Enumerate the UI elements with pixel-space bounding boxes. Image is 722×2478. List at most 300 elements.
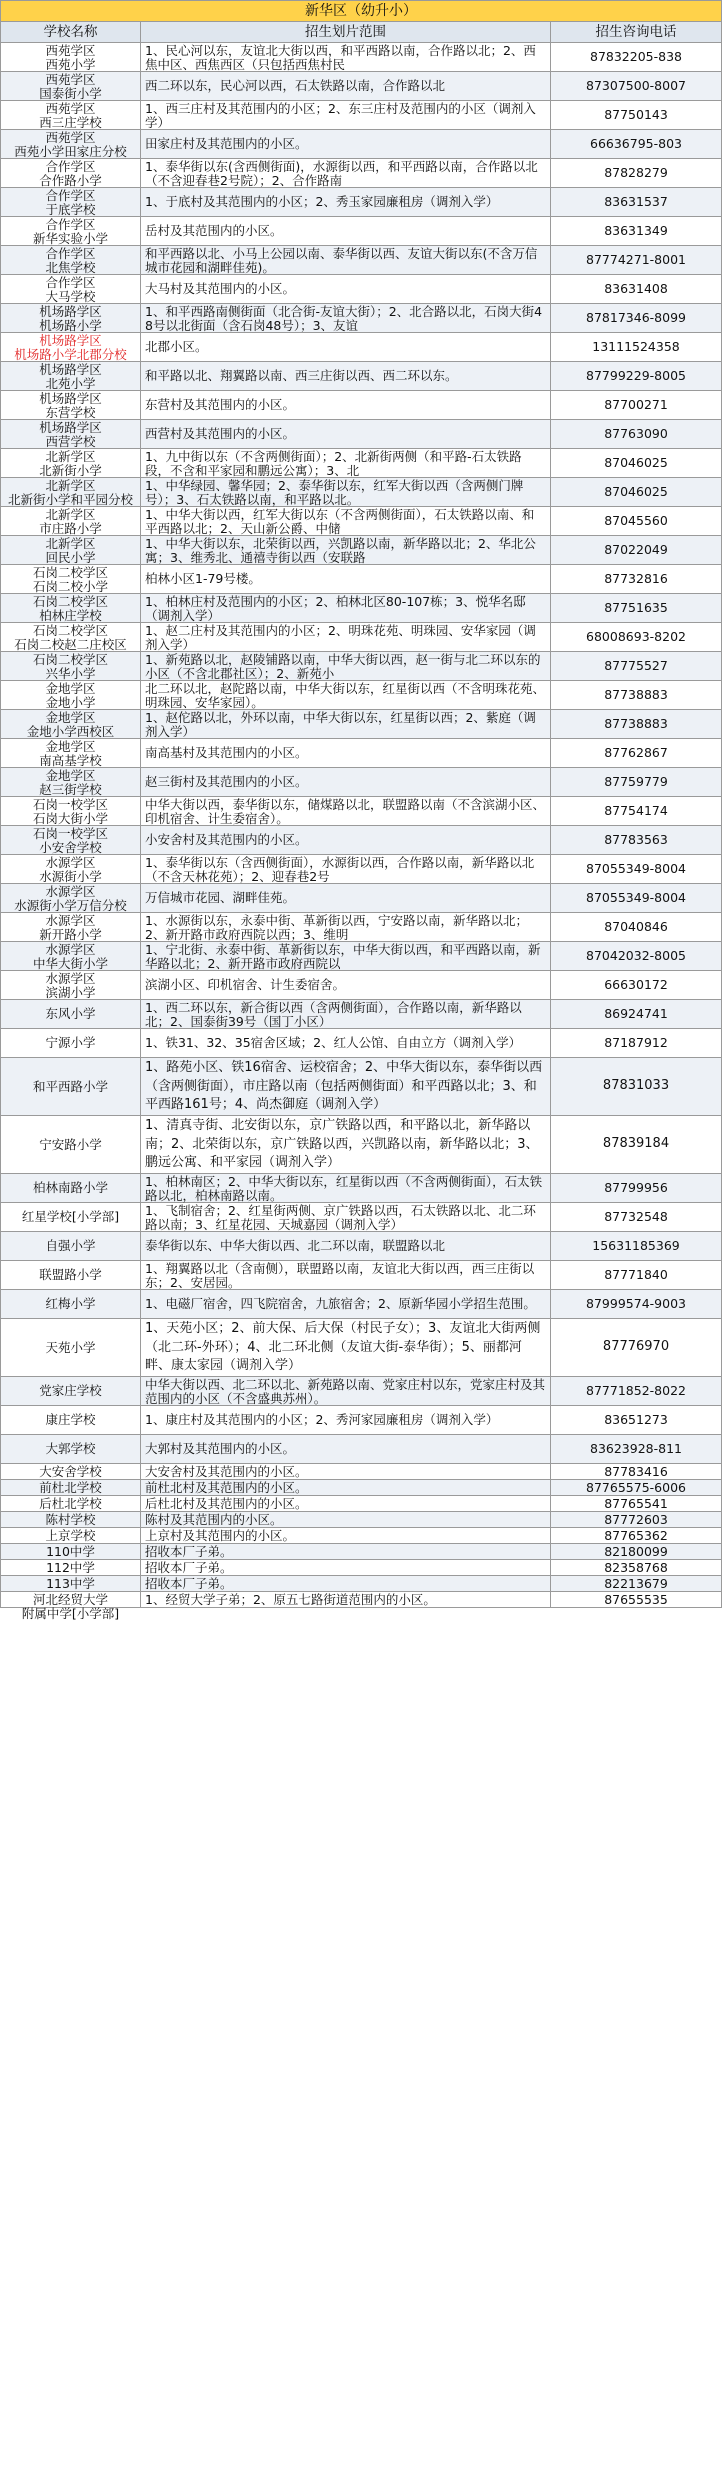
enrollment-area-cell <box>141 217 551 246</box>
school-name-cell <box>1 652 141 681</box>
phone-cell <box>551 507 722 536</box>
enrollment-area-cell <box>141 1377 551 1406</box>
enrollment-area-cell <box>141 1512 551 1528</box>
phone-cell <box>551 159 722 188</box>
phone-cell-text: 83631537 <box>604 194 668 210</box>
phone-cell-text: 83631349 <box>604 223 668 239</box>
enrollment-area-cell-text: 1、赵二庄村及其范围内的小区；2、明珠花苑、明珠园、安华家园（调剂入学） <box>145 623 536 652</box>
enrollment-area-cell-text: 1、铁31、32、35宿舍区域；2、红人公馆、自由立方（调剂入学） <box>145 1035 522 1051</box>
phone-cell <box>551 884 722 913</box>
phone-cell <box>551 913 722 942</box>
enrollment-area-cell <box>141 333 551 362</box>
enrollment-area-cell-text: 前杜北村及其范围内的小区。 <box>145 1479 308 1495</box>
school-name-cell-text: 后杜北学校 <box>39 1495 102 1511</box>
school-name-cell-text: 金地学区 金地小学西校区 <box>26 710 115 739</box>
phone-cell-text: 83631408 <box>604 281 668 297</box>
phone-cell-text: 87774271-8001 <box>586 252 686 268</box>
enrollment-area-cell-text: 西二环以东，民心河以西，石太铁路以南，合作路以北 <box>145 78 446 94</box>
table-row <box>1 1512 722 1528</box>
enrollment-area-cell-text: 1、西三庄村及其范围内的小区；2、东三庄村及范围内的小区（调剂入学） <box>145 101 536 130</box>
table-row <box>1 1290 722 1319</box>
phone-cell-text: 87042032-8005 <box>586 948 686 964</box>
phone-cell-text: 87754174 <box>604 803 668 819</box>
school-name-cell-text: 合作学区 大马学校 <box>45 275 96 304</box>
enrollment-area-cell <box>141 1058 551 1116</box>
school-name-cell-text: 合作学区 于底学校 <box>45 188 96 217</box>
enrollment-area-cell <box>141 971 551 1000</box>
phone-cell <box>551 1576 722 1592</box>
phone-cell <box>551 1377 722 1406</box>
table-row <box>1 275 722 304</box>
enrollment-area-cell-text: 招收本厂子弟。 <box>145 1575 233 1591</box>
school-name-cell <box>1 188 141 217</box>
enrollment-area-cell <box>141 246 551 275</box>
phone-cell-text: 15631185369 <box>592 1238 680 1254</box>
enrollment-area-cell <box>141 1406 551 1435</box>
phone-cell <box>551 565 722 594</box>
phone-cell <box>551 1058 722 1116</box>
phone-cell-text: 87831033 <box>602 1078 670 1094</box>
enrollment-area-cell-text: 1、中华大街以东，北荣街以西，兴凯路以南，新华路以北；2、华北公寓；3、维秀北、通禧寺街以西（安联路 <box>145 536 536 565</box>
phone-cell <box>551 826 722 855</box>
phone-cell-text: 87999574-9003 <box>586 1296 686 1312</box>
table-row <box>1 1576 722 1592</box>
school-name-cell-text: 天苑小学 <box>45 1339 96 1355</box>
enrollment-area-cell <box>141 1528 551 1544</box>
phone-cell-text: 87055349-8004 <box>586 890 686 906</box>
enrollment-area-cell-text: 上京村及其范围内的小区。 <box>145 1527 296 1543</box>
school-name-cell-text: 机场路学区 机场路小学北郡分校 <box>14 333 127 362</box>
enrollment-area-cell-text: 岳村及其范围内的小区。 <box>145 223 283 239</box>
school-name-cell <box>1 1480 141 1496</box>
phone-cell <box>551 1544 722 1560</box>
enrollment-area-cell-text: 1、宁北街、永泰中街、革新街以东，中华大街以西，和平西路以南，新华路以北；2、新开路市政府西院以 <box>145 942 541 971</box>
school-name-cell-text: 112中学 <box>46 1559 95 1575</box>
phone-cell-text: 87738883 <box>604 716 668 732</box>
school-name-cell <box>1 1576 141 1592</box>
school-name-cell <box>1 130 141 159</box>
phone-cell <box>551 188 722 217</box>
enrollment-area-cell <box>141 1560 551 1576</box>
school-name-cell <box>1 1058 141 1116</box>
table-row <box>1 188 722 217</box>
enrollment-area-cell <box>141 362 551 391</box>
enrollment-area-cell <box>141 1174 551 1203</box>
enrollment-area-cell-text: 1、中华大街以西，红军大街以东（不含两侧街面），石太铁路以南、和平西路以北；2、天山新公爵、中储 <box>145 507 535 536</box>
phone-cell-text: 87307500-8007 <box>586 78 686 94</box>
school-name-cell-text: 合作学区 合作路小学 <box>39 159 102 188</box>
phone-cell-text: 87817346-8099 <box>586 310 686 326</box>
table-row <box>1 1319 722 1377</box>
phone-cell <box>551 1512 722 1528</box>
phone-cell-text: 87763090 <box>604 426 668 442</box>
school-name-cell <box>1 1000 141 1029</box>
phone-cell-text: 87771852-8022 <box>586 1383 686 1399</box>
phone-cell-text: 66636795-803 <box>590 136 682 152</box>
school-name-cell-text: 西苑学区 西三庄学校 <box>39 101 102 130</box>
school-name-cell-text: 石岗二校学区 兴华小学 <box>32 652 108 681</box>
school-name-cell-text: 西苑学区 西苑小学 <box>45 43 96 72</box>
school-name-cell-text: 水源学区 滨湖小学 <box>45 971 96 1000</box>
school-name-cell-text: 西苑学区 西苑小学田家庄分校 <box>14 130 127 159</box>
school-name-cell-text: 机场路学区 西营学校 <box>39 420 102 449</box>
school-name-cell-text: 水源学区 水源街小学万信分校 <box>14 884 127 913</box>
school-name-cell-text: 水源学区 水源街小学 <box>39 855 102 884</box>
phone-cell <box>551 710 722 739</box>
school-name-cell-text: 110中学 <box>46 1543 95 1559</box>
school-name-cell-text: 北新学区 市庄路小学 <box>39 507 102 536</box>
school-name-cell <box>1 1116 141 1174</box>
school-name-cell <box>1 1377 141 1406</box>
school-name-cell <box>1 449 141 478</box>
school-name-cell-text: 石岗二校学区 柏林庄学校 <box>32 594 108 623</box>
school-name-cell <box>1 710 141 739</box>
phone-cell <box>551 246 722 275</box>
school-name-cell <box>1 623 141 652</box>
phone-cell-text: 87832205-838 <box>590 49 682 65</box>
phone-cell-text: 66630172 <box>604 977 668 993</box>
enrollment-area-cell <box>141 1592 551 1608</box>
phone-cell-text: 87046025 <box>604 484 668 500</box>
school-name-cell <box>1 681 141 710</box>
enrollment-area-cell-text: 大马村及其范围内的小区。 <box>145 281 296 297</box>
enrollment-area-cell-text: 1、经贸大学子弟；2、原五七路街道范围内的小区。 <box>145 1591 436 1607</box>
enrollment-area-cell <box>141 884 551 913</box>
school-name-cell <box>1 275 141 304</box>
enrollment-area-cell <box>141 275 551 304</box>
phone-cell-text: 87732548 <box>604 1209 668 1225</box>
school-name-cell <box>1 1435 141 1464</box>
school-name-cell-text: 石岗二校学区 石岗二校小学 <box>32 565 108 594</box>
enrollment-area-cell <box>141 1290 551 1319</box>
table-row <box>1 43 722 72</box>
school-name-cell <box>1 1496 141 1512</box>
phone-cell <box>551 739 722 768</box>
table-row <box>1 391 722 420</box>
school-name-cell <box>1 536 141 565</box>
enrollment-area-cell <box>141 594 551 623</box>
phone-cell <box>551 1174 722 1203</box>
school-name-cell-text: 西苑学区 国泰街小学 <box>39 72 102 101</box>
table-row <box>1 101 722 130</box>
phone-cell <box>551 855 722 884</box>
table-row <box>1 826 722 855</box>
school-name-cell-text: 水源学区 新开路小学 <box>39 913 102 942</box>
enrollment-area-cell-text: 1、于底村及其范围内的小区；2、秀玉家园廉租房（调剂入学） <box>145 194 499 210</box>
enrollment-area-cell <box>141 739 551 768</box>
phone-cell-text: 87187912 <box>604 1035 668 1051</box>
enrollment-area-cell <box>141 623 551 652</box>
table-row <box>1 681 722 710</box>
school-name-cell-text: 和平西路小学 <box>32 1078 108 1094</box>
phone-cell-text: 87022049 <box>604 542 668 558</box>
phone-cell-text: 87040846 <box>604 919 668 935</box>
phone-cell-text: 87751635 <box>604 600 668 616</box>
enrollment-area-cell-text: 万信城市花园、湖畔佳苑。 <box>145 890 296 906</box>
phone-cell <box>551 1435 722 1464</box>
school-name-cell <box>1 1203 141 1232</box>
table-row <box>1 1261 722 1290</box>
table-row <box>1 217 722 246</box>
enrollment-area-cell <box>141 652 551 681</box>
school-name-cell <box>1 1261 141 1290</box>
enrollment-area-cell-text: 1、清真寺街、北安街以东，京广铁路以西，和平路以北，新华路以南；2、北荣街以东，京广铁路以西，兴凯路以南，新华路以北；3、鹏远公寓、和平家园（调剂入学） <box>145 1118 539 1170</box>
phone-cell <box>551 72 722 101</box>
school-name-cell <box>1 1029 141 1058</box>
enrollment-area-cell-text: 滨湖小区、印机宿舍、计生委宿舍。 <box>145 977 346 993</box>
school-name-cell <box>1 333 141 362</box>
table-row <box>1 1544 722 1560</box>
table-caption-row <box>1 1 722 22</box>
enrollment-area-cell <box>141 1464 551 1480</box>
phone-cell-text: 87775527 <box>604 658 668 674</box>
table-row <box>1 333 722 362</box>
phone-cell <box>551 1290 722 1319</box>
table-header-row <box>1 22 722 43</box>
phone-cell-text: 87828279 <box>604 165 668 181</box>
phone-cell <box>551 1029 722 1058</box>
school-name-cell <box>1 101 141 130</box>
table-row <box>1 652 722 681</box>
table-row <box>1 246 722 275</box>
phone-cell-text: 83623928-811 <box>590 1441 682 1457</box>
phone-cell <box>551 1232 722 1261</box>
enrollment-area-cell <box>141 478 551 507</box>
table-row <box>1 1377 722 1406</box>
enrollment-area-cell <box>141 797 551 826</box>
table-row <box>1 797 722 826</box>
enrollment-area-cell-text: 1、康庄村及其范围内的小区；2、秀河家园廉租房（调剂入学） <box>145 1412 499 1428</box>
school-name-cell <box>1 1406 141 1435</box>
enrollment-area-cell <box>141 1029 551 1058</box>
table-row <box>1 884 722 913</box>
school-name-cell-text: 前杜北学校 <box>39 1479 102 1495</box>
enrollment-area-cell-text: 后杜北村及其范围内的小区。 <box>145 1495 308 1511</box>
enrollment-area-cell <box>141 159 551 188</box>
enrollment-area-cell-text: 中华大街以西、北二环以北、新苑路以南、党家庄村以东，党家庄村及其范围内的小区（不含盛典苏州）。 <box>145 1377 546 1406</box>
phone-cell <box>551 1464 722 1480</box>
school-name-cell <box>1 478 141 507</box>
phone-cell <box>551 681 722 710</box>
school-name-cell <box>1 1591 141 1621</box>
enrollment-area-cell <box>141 101 551 130</box>
table-row <box>1 565 722 594</box>
enrollment-area-cell <box>141 913 551 942</box>
enrollment-area-cell-text: 和平路以北、翔翼路以南、西三庄街以西、西二环以东。 <box>145 368 458 384</box>
phone-cell <box>551 391 722 420</box>
phone-cell-text: 87772603 <box>604 1511 668 1527</box>
enrollment-area-cell <box>141 304 551 333</box>
enrollment-area-cell <box>141 1319 551 1377</box>
phone-cell-text: 68008693-8202 <box>586 629 686 645</box>
phone-cell <box>551 623 722 652</box>
table-row <box>1 1592 722 1608</box>
enrollment-area-cell-text: 1、翔翼路以北（含南侧），联盟路以南，友谊北大街以西，西三庄街以东；2、安居园。 <box>145 1261 535 1290</box>
table-row <box>1 478 722 507</box>
phone-cell-text: 87055349-8004 <box>586 861 686 877</box>
enrollment-area-cell <box>141 1496 551 1512</box>
table-row <box>1 1116 722 1174</box>
phone-cell-text: 87799956 <box>604 1180 668 1196</box>
school-name-cell-text: 东风小学 <box>45 1006 96 1022</box>
phone-cell <box>551 1000 722 1029</box>
school-name-cell <box>1 826 141 855</box>
enrollment-area-cell-text: 柏林小区1-79号楼。 <box>145 571 261 587</box>
enrollment-area-cell-text: 1、九中街以东（不含两侧街面）；2、北新街两侧（和平路-石太铁路段，不含和平家园和鹏远公寓）；3、北 <box>145 449 522 478</box>
phone-cell <box>551 1261 722 1290</box>
enrollment-area-cell-text: 大郭村及其范围内的小区。 <box>145 1441 296 1457</box>
table-row <box>1 362 722 391</box>
phone-cell <box>551 304 722 333</box>
enrollment-area-cell-text: 1、泰华街以东（含西侧街面），水源街以西，合作路以南，新华路以北（不含天林花苑）；2、迎春巷2号 <box>145 855 535 884</box>
phone-cell <box>551 101 722 130</box>
enrollment-area-cell <box>141 1480 551 1496</box>
school-name-cell <box>1 942 141 971</box>
enrollment-area-cell-text: 东营村及其范围内的小区。 <box>145 397 296 413</box>
enrollment-area-cell-text: 1、天苑小区；2、前大保、后大保（村民子女）；3、友谊北大街两侧（北二环-外环）；4、北二环北侧（友谊大街-泰华街）；5、丽都河畔、康太家园（调剂入学） <box>145 1321 541 1373</box>
phone-cell-text: 87655535 <box>604 1591 668 1607</box>
table-row <box>1 449 722 478</box>
table-row <box>1 971 722 1000</box>
enrollment-area-cell <box>141 507 551 536</box>
table-row <box>1 1232 722 1261</box>
school-name-cell <box>1 217 141 246</box>
phone-cell <box>551 1116 722 1174</box>
school-name-cell-text: 石岗二校学区 石岗二校赵二庄校区 <box>14 623 127 652</box>
enrollment-area-cell-text: 1、电磁厂宿舍，四飞院宿舍，九旅宿舍；2、原新华园小学招生范围。 <box>145 1296 536 1312</box>
phone-cell <box>551 217 722 246</box>
enrollment-area-cell-text: 1、泰华街以东(含西侧街面)，水源街以西，和平西路以南，合作路以北（不含迎春巷2号院）；2、合作路南 <box>145 159 538 188</box>
enrollment-area-cell <box>141 1000 551 1029</box>
phone-cell-text: 87765541 <box>604 1495 668 1511</box>
phone-cell <box>551 942 722 971</box>
school-name-cell-text: 康庄学校 <box>45 1412 96 1428</box>
phone-cell-text: 87839184 <box>602 1136 670 1152</box>
enrollment-area-cell <box>141 72 551 101</box>
phone-cell-text: 87738883 <box>604 687 668 703</box>
phone-cell <box>551 449 722 478</box>
phone-cell <box>551 130 722 159</box>
table-row <box>1 768 722 797</box>
table-row <box>1 159 722 188</box>
school-name-cell-text: 北新学区 回民小学 <box>45 536 96 565</box>
enrollment-area-cell-text: 1、赵佗路以北，外环以南，中华大街以东，红星街以西；2、紫庭（调剂入学） <box>145 710 536 739</box>
phone-cell-text: 13111524358 <box>592 339 680 355</box>
school-name-cell-text: 柏林南路小学 <box>32 1180 108 1196</box>
phone-cell-text: 83651273 <box>604 1412 668 1428</box>
enrollment-area-cell <box>141 1232 551 1261</box>
school-name-cell-text: 北新学区 北新街小学 <box>39 449 102 478</box>
school-name-cell <box>1 565 141 594</box>
phone-cell <box>551 420 722 449</box>
school-name-cell <box>1 72 141 101</box>
school-name-cell-text: 石岗一校学区 小安舍学校 <box>32 826 108 855</box>
enrollment-area-cell <box>141 710 551 739</box>
phone-cell-text: 87799229-8005 <box>586 368 686 384</box>
enrollment-area-cell-text: 1、路苑小区、铁16宿舍、运校宿舍；2、中华大街以东，泰华街以西（含两侧街面），市庄路以南（包括两侧街面）和平西路以北；3、和平西路161号；4、尚杰御庭（调剂入学） <box>145 1060 543 1112</box>
table-row <box>1 1174 722 1203</box>
school-name-cell-text: 113中学 <box>46 1575 95 1591</box>
school-name-cell-text: 党家庄学校 <box>39 1383 102 1399</box>
school-name-cell <box>1 884 141 913</box>
table-row <box>1 1560 722 1576</box>
school-name-cell <box>1 1544 141 1560</box>
school-name-cell <box>1 362 141 391</box>
enrollment-area-cell-text: 1、柏林庄村及范围内的小区；2、柏林北区80-107栋；3、悦华名邸（调剂入学） <box>145 594 526 623</box>
school-name-cell <box>1 391 141 420</box>
school-name-cell <box>1 246 141 275</box>
table-row <box>1 710 722 739</box>
phone-cell <box>551 1203 722 1232</box>
table-row <box>1 739 722 768</box>
school-name-cell-text: 红星学校[小学部] <box>21 1209 120 1225</box>
phone-cell-text: 87776970 <box>602 1339 670 1355</box>
phone-cell <box>551 1496 722 1512</box>
enrollment-area-cell-text: 北郡小区。 <box>145 339 208 355</box>
phone-cell <box>551 362 722 391</box>
phone-cell <box>551 1319 722 1377</box>
phone-cell-text: 87759779 <box>604 774 668 790</box>
school-name-cell <box>1 855 141 884</box>
phone-cell <box>551 478 722 507</box>
phone-cell-text: 87750143 <box>604 107 668 123</box>
table-row <box>1 913 722 942</box>
enrollment-area-cell <box>141 1203 551 1232</box>
enrollment-area-cell-text: 1、飞制宿舍；2、红星街两侧、京广铁路以西，石太铁路以北、北二环路以南；3、红星花园、天城嘉园（调剂入学） <box>145 1203 536 1232</box>
enrollment-area-cell-text: 小安舍村及其范围内的小区。 <box>145 832 308 848</box>
school-name-cell <box>1 1290 141 1319</box>
phone-cell <box>551 1528 722 1544</box>
enrollment-area-cell <box>141 449 551 478</box>
school-name-cell-text: 红梅小学 <box>45 1296 96 1312</box>
header-school-name: 学校名称 <box>1 22 141 43</box>
school-name-cell-text: 上京学校 <box>45 1527 96 1543</box>
school-name-cell-text: 水源学区 中华大街小学 <box>32 942 108 971</box>
school-name-cell-text: 机场路学区 北苑小学 <box>39 362 102 391</box>
phone-cell-text: 87700271 <box>604 397 668 413</box>
enrollment-area-cell <box>141 1544 551 1560</box>
table-row <box>1 855 722 884</box>
table-row <box>1 1029 722 1058</box>
school-name-cell <box>1 43 141 72</box>
enrollment-area-cell <box>141 942 551 971</box>
school-name-cell-text: 大安舍学校 <box>39 1463 102 1479</box>
enrollment-area-cell <box>141 391 551 420</box>
enrollment-area-cell-text: 1、水源街以东，永泰中街、革新街以西，宁安路以南，新华路以北；2、新开路市政府西院以西；3、维明 <box>145 913 528 942</box>
enrollment-area-cell-text: 北二环以北，赵陀路以南，中华大街以东，红星街以西（不含明珠花苑、明珠园、安华家园）。 <box>145 681 546 710</box>
enrollment-area-cell <box>141 681 551 710</box>
enrollment-area-cell <box>141 1261 551 1290</box>
school-name-cell-text: 合作学区 新华实验小学 <box>32 217 108 246</box>
enrollment-area-cell <box>141 536 551 565</box>
school-name-cell <box>1 1232 141 1261</box>
phone-cell <box>551 768 722 797</box>
school-name-cell-text: 宁源小学 <box>45 1035 96 1051</box>
school-name-cell <box>1 971 141 1000</box>
table-body <box>1 1 722 1621</box>
enrollment-area-cell <box>141 1116 551 1174</box>
school-name-cell-text: 河北经贸大学 附属中学[小学部] <box>21 1591 120 1621</box>
school-name-cell-text: 石岗一校学区 石岗大街小学 <box>32 797 108 826</box>
enrollment-area-cell-text: 招收本厂子弟。 <box>145 1559 233 1575</box>
enrollment-area-cell-text: 和平西路以北、小马上公园以南、泰华街以西、友谊大街以东(不含万信城市花园和湖畔佳苑)。 <box>145 246 538 275</box>
school-name-cell <box>1 507 141 536</box>
school-name-cell-text: 金地学区 金地小学 <box>45 681 96 710</box>
school-name-cell <box>1 594 141 623</box>
phone-cell <box>551 333 722 362</box>
phone-cell <box>551 1592 722 1608</box>
phone-cell-text: 87046025 <box>604 455 668 471</box>
